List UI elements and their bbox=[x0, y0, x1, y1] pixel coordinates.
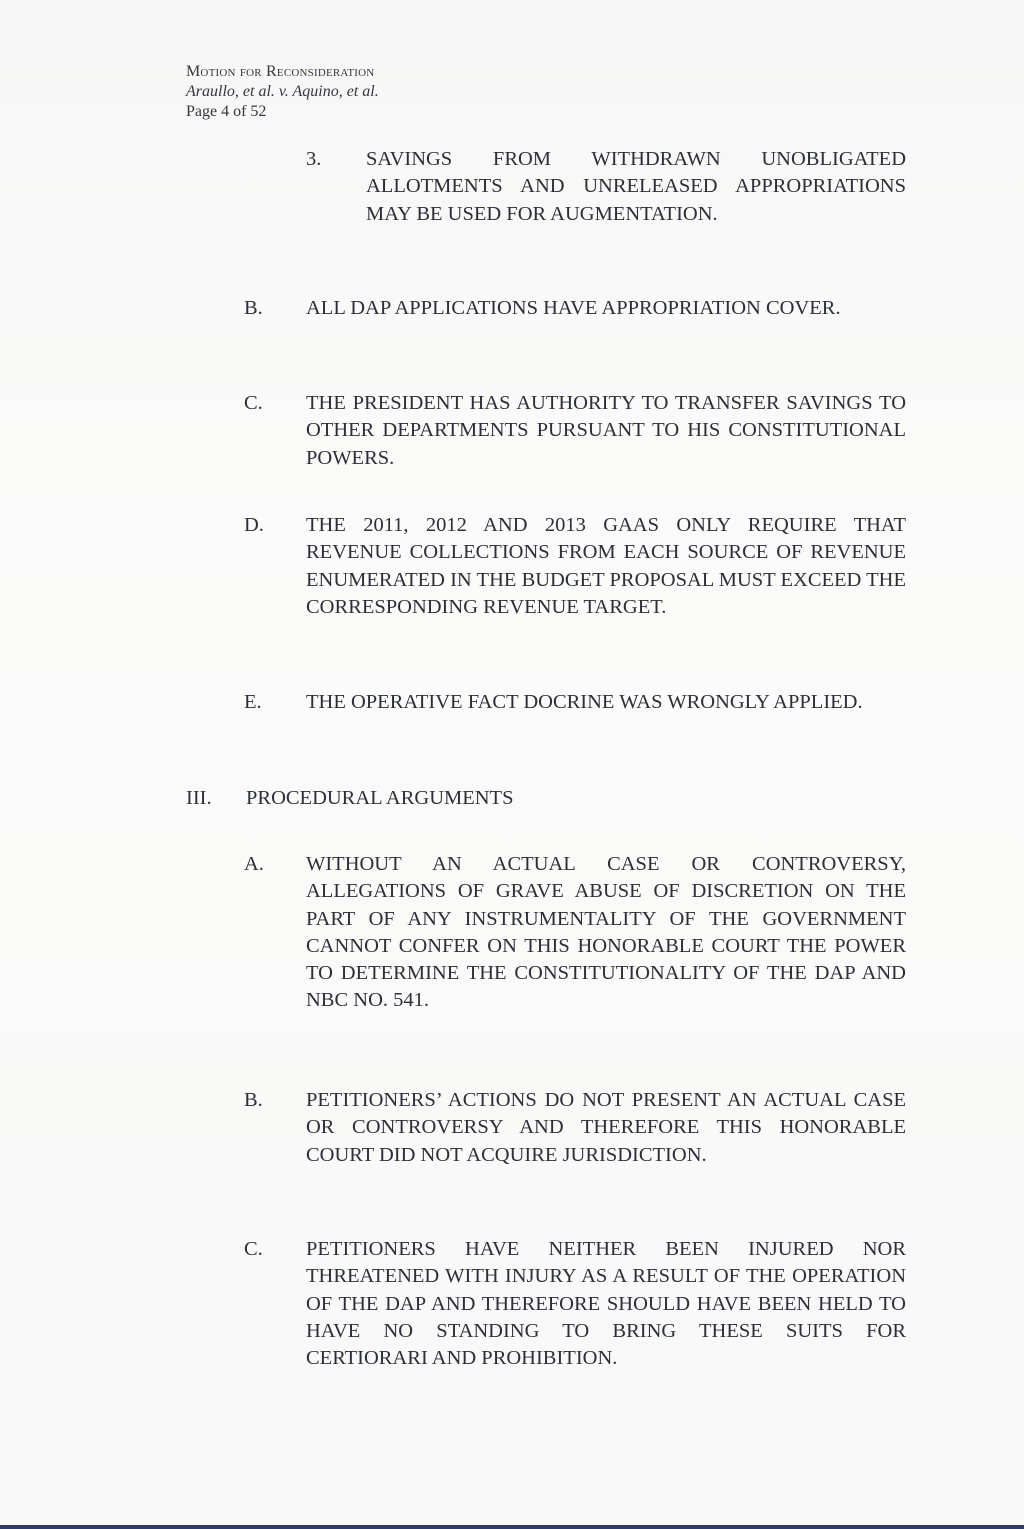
item-text: SAVINGS FROM WITHDRAWN UNOBLIGATED ALLOTMENTS AND UNRELEASED APPROPRIATIONS MAY BE USED FOR AUGMENTATION. bbox=[366, 148, 906, 225]
section-label: III. bbox=[186, 787, 212, 809]
item-label: E. bbox=[244, 691, 262, 713]
item-text: THE OPERATIVE FACT DOCRINE WAS WRONGLY APPLIED. bbox=[306, 691, 863, 713]
item-text: THE PRESIDENT HAS AUTHORITY TO TRANSFER SAVINGS TO OTHER DEPARTMENTS PURSUANT TO HIS CONSTITUTIONAL POWERS. bbox=[306, 392, 906, 469]
outline-item-a bbox=[244, 851, 906, 1047]
section-heading-iii bbox=[186, 785, 906, 813]
page-number: Page 4 of 52 bbox=[186, 103, 267, 120]
item-label: C. bbox=[244, 392, 263, 414]
document-title: Motion for Reconsideration bbox=[186, 63, 375, 80]
item-text: ALL DAP APPLICATIONS HAVE APPROPRIATION COVER. bbox=[306, 297, 841, 319]
outline-item-b-procedural bbox=[244, 1087, 906, 1199]
item-text: PETITIONERS HAVE NEITHER BEEN INJURED NOR THREATENED WITH INJURY AS A RESULT OF THE OPERATION OF THE DAP AND THEREFORE SHOULD HAVE BEEN HELD TO HAVE NO STANDING TO BRING THESE SUITS FOR CERTIORARI AND PROHIBITION. bbox=[306, 1238, 906, 1370]
item-text: PETITIONERS’ ACTIONS DO NOT PRESENT AN ACTUAL CASE OR CONTROVERSY AND THEREFORE THIS HONORABLE COURT DID NOT ACQUIRE JURISDICTION. bbox=[306, 1089, 906, 1166]
outline-item-e bbox=[244, 689, 906, 745]
item-label: A. bbox=[244, 853, 264, 875]
outline-item-b bbox=[244, 295, 906, 351]
item-label: 3. bbox=[306, 148, 322, 170]
scan-bottom-edge bbox=[0, 1525, 1024, 1529]
outline-item-c bbox=[244, 390, 906, 474]
outline-item-3 bbox=[306, 146, 906, 258]
item-label: B. bbox=[244, 297, 263, 319]
outline-item-c-procedural bbox=[244, 1236, 906, 1376]
outline-item-d bbox=[244, 512, 906, 652]
item-text: WITHOUT AN ACTUAL CASE OR CONTROVERSY, ALLEGATIONS OF GRAVE ABUSE OF DISCRETION ON THE PART OF ANY INSTRUMENTALITY OF THE GOVERNMENT CANNOT CONFER ON THIS HONORABLE COURT THE POWER TO DETERMINE THE CONSTITUTIONALITY OF THE DAP AND NBC NO. 541. bbox=[306, 853, 906, 1012]
page-header bbox=[186, 62, 379, 122]
item-label: D. bbox=[244, 514, 264, 536]
item-label: B. bbox=[244, 1089, 263, 1111]
item-label: C. bbox=[244, 1238, 263, 1260]
item-text: THE 2011, 2012 AND 2013 GAAS ONLY REQUIRE THAT REVENUE COLLECTIONS FROM EACH SOURCE OF REVENUE ENUMERATED IN THE BUDGET PROPOSAL MUST EXCEED THE CORRESPONDING REVENUE TARGET. bbox=[306, 514, 906, 618]
section-title: PROCEDURAL ARGUMENTS bbox=[246, 787, 514, 809]
case-name: Araullo, et al. v. Aquino, et al. bbox=[186, 83, 379, 100]
